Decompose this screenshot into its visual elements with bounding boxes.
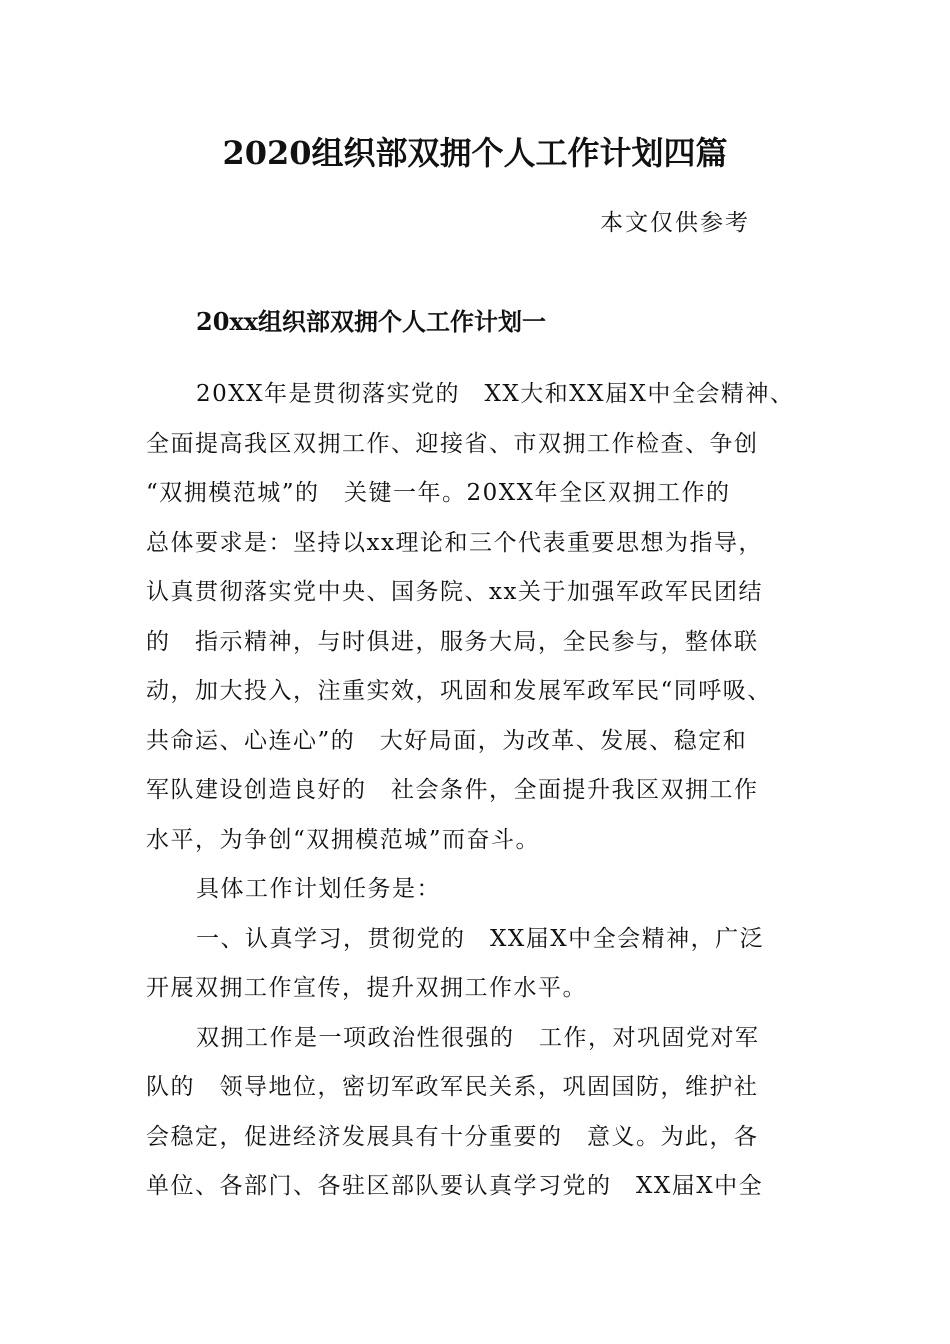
paragraph-line: 一、认真学习，贯彻党的 XX届X中全会精神，广泛 xyxy=(196,925,765,952)
document-title: 2020组织部双拥个人工作计划四篇 xyxy=(222,134,728,172)
paragraph-line: “双拥模范城”的 关键一年。20XX年全区双拥工作的 xyxy=(146,480,731,506)
paragraph-line: 水平，为争创“双拥模范城”而奋斗。 xyxy=(146,826,541,853)
section-heading: 20xx组织部双拥个人工作计划一 xyxy=(196,307,547,336)
paragraph-line: 共命运、心连心”的 大好局面，为改革、发展、稳定和 xyxy=(146,727,748,754)
paragraph-line: 20XX年是贯彻落实党的 XX大和XX届X中全会精神、 xyxy=(196,381,795,407)
paragraph-line: 队的 领导地位，密切军政军民关系，巩固国防，维护社 xyxy=(146,1074,759,1100)
paragraph-line: 总体要求是：坚持以xx理论和三个代表重要思想为指导， xyxy=(146,529,763,556)
paragraph-line: 会稳定，促进经济发展具有十分重要的 意义。为此，各 xyxy=(146,1123,759,1150)
paragraph-line: 动，加大投入，注重实效，巩固和发展军政军民“同呼吸、 xyxy=(146,678,772,704)
paragraph-line: 的 指示精神，与时俱进，服务大局，全民参与，整体联 xyxy=(146,628,759,655)
paragraph-line: 单位、各部门、各驻区部队要认真学习党的 XX届X中全 xyxy=(146,1173,764,1199)
reference-note: 本文仅供参考 xyxy=(600,210,750,236)
paragraph-line: 开展双拥工作宣传，提升双拥工作水平。 xyxy=(146,975,587,1001)
paragraph-line: 军队建设创造良好的 社会条件，全面提升我区双拥工作 xyxy=(146,777,759,803)
paragraph-line: 全面提高我区双拥工作、迎接省、市双拥工作检查、争创 xyxy=(146,430,759,457)
document-body xyxy=(146,370,826,1212)
paragraph-line: 双拥工作是一项政治性很强的 工作，对巩固党对军 xyxy=(196,1024,760,1051)
paragraph-line: 认真贯彻落实党中央、国务院、xx关于加强军政军民团结 xyxy=(146,579,763,605)
paragraph-line: 具体工作计划任务是： xyxy=(196,876,441,902)
